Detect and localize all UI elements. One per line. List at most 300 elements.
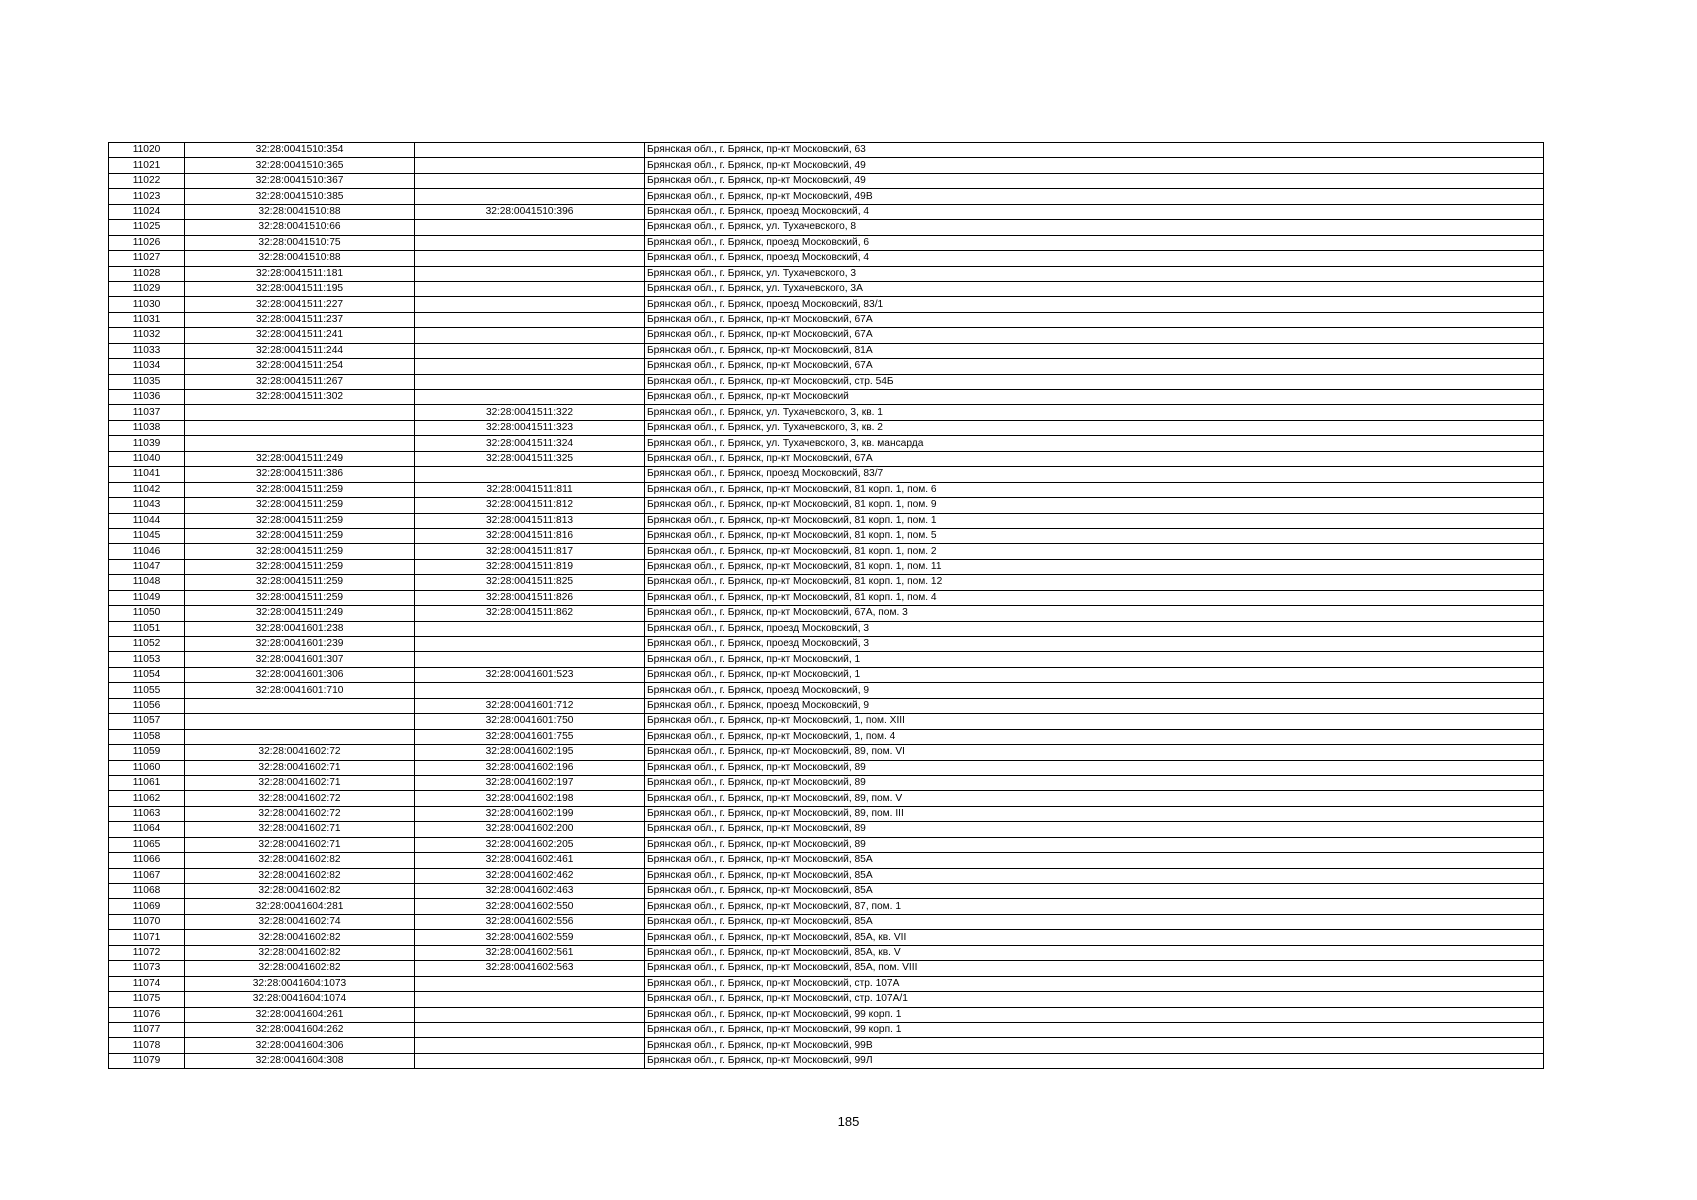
table-row [109, 822, 1544, 837]
registry-table-body [109, 143, 1544, 1069]
related-cadastral-number-cell: 32:28:0041511:322 [415, 405, 645, 420]
row-number-cell: 11050 [109, 606, 185, 621]
row-number-cell: 11066 [109, 853, 185, 868]
address-cell: Брянская обл., г. Брянск, пр-кт Московский, 87, пом. 1 [645, 899, 1544, 914]
row-number-cell: 11041 [109, 467, 185, 482]
cadastral-number-cell: 32:28:0041510:88 [185, 251, 415, 266]
row-number-cell: 11073 [109, 961, 185, 976]
table-row [109, 559, 1544, 574]
address-cell: Брянская обл., г. Брянск, пр-кт Московский, 99 корп. 1 [645, 1007, 1544, 1022]
cadastral-number-cell: 32:28:0041601:238 [185, 621, 415, 636]
address-cell: Брянская обл., г. Брянск, пр-кт Московский, 85А [645, 853, 1544, 868]
address-cell: Брянская обл., г. Брянск, пр-кт Московский, 81 корп. 1, пом. 5 [645, 528, 1544, 543]
related-cadastral-number-cell: 32:28:0041602:559 [415, 930, 645, 945]
row-number-cell: 11038 [109, 420, 185, 435]
address-cell: Брянская обл., г. Брянск, пр-кт Московский, 89 [645, 822, 1544, 837]
table-row [109, 420, 1544, 435]
related-cadastral-number-cell: 32:28:0041511:826 [415, 590, 645, 605]
address-cell: Брянская обл., г. Брянск, пр-кт Московский, стр. 107А [645, 976, 1544, 991]
table-row [109, 1007, 1544, 1022]
table-row [109, 143, 1544, 158]
address-cell: Брянская обл., г. Брянск, пр-кт Московский, 1, пом. 4 [645, 729, 1544, 744]
row-number-cell: 11077 [109, 1022, 185, 1037]
table-row [109, 158, 1544, 173]
cadastral-number-cell: 32:28:0041602:72 [185, 745, 415, 760]
related-cadastral-number-cell [415, 297, 645, 312]
address-cell: Брянская обл., г. Брянск, ул. Тухачевского, 3 [645, 266, 1544, 281]
table-row [109, 637, 1544, 652]
cadastral-number-cell [185, 436, 415, 451]
cadastral-number-cell: 32:28:0041602:82 [185, 945, 415, 960]
table-row [109, 698, 1544, 713]
cadastral-number-cell: 32:28:0041511:259 [185, 513, 415, 528]
table-row [109, 251, 1544, 266]
address-cell: Брянская обл., г. Брянск, пр-кт Московский, 1 [645, 667, 1544, 682]
address-cell: Брянская обл., г. Брянск, пр-кт Московский, 89, пом. III [645, 806, 1544, 821]
related-cadastral-number-cell: 32:28:0041511:817 [415, 544, 645, 559]
table-row [109, 775, 1544, 790]
address-cell: Брянская обл., г. Брянск, пр-кт Московский, 67А [645, 312, 1544, 327]
row-number-cell: 11075 [109, 992, 185, 1007]
related-cadastral-number-cell: 32:28:0041511:819 [415, 559, 645, 574]
related-cadastral-number-cell [415, 467, 645, 482]
row-number-cell: 11026 [109, 235, 185, 250]
address-cell: Брянская обл., г. Брянск, пр-кт Московский, 81 корп. 1, пом. 9 [645, 498, 1544, 513]
cadastral-number-cell [185, 420, 415, 435]
address-cell: Брянская обл., г. Брянск, пр-кт Московский, 89, пом. V [645, 791, 1544, 806]
cadastral-number-cell [185, 729, 415, 744]
row-number-cell: 11049 [109, 590, 185, 605]
table-row [109, 791, 1544, 806]
related-cadastral-number-cell: 32:28:0041602:197 [415, 775, 645, 790]
table-row [109, 467, 1544, 482]
address-cell: Брянская обл., г. Брянск, проезд Московский, 3 [645, 621, 1544, 636]
related-cadastral-number-cell: 32:28:0041511:811 [415, 482, 645, 497]
related-cadastral-number-cell: 32:28:0041602:463 [415, 884, 645, 899]
row-number-cell: 11078 [109, 1038, 185, 1053]
related-cadastral-number-cell [415, 976, 645, 991]
address-cell: Брянская обл., г. Брянск, пр-кт Московский, 81 корп. 1, пом. 2 [645, 544, 1544, 559]
address-cell: Брянская обл., г. Брянск, проезд Московский, 9 [645, 683, 1544, 698]
cadastral-number-cell: 32:28:0041602:82 [185, 930, 415, 945]
related-cadastral-number-cell: 32:28:0041510:396 [415, 204, 645, 219]
table-row [109, 976, 1544, 991]
related-cadastral-number-cell: 32:28:0041602:195 [415, 745, 645, 760]
cadastral-number-cell: 32:28:0041511:227 [185, 297, 415, 312]
table-row [109, 482, 1544, 497]
table-row [109, 1022, 1544, 1037]
cadastral-number-cell: 32:28:0041511:259 [185, 528, 415, 543]
related-cadastral-number-cell: 32:28:0041511:324 [415, 436, 645, 451]
row-number-cell: 11056 [109, 698, 185, 713]
address-cell: Брянская обл., г. Брянск, проезд Московский, 83/1 [645, 297, 1544, 312]
related-cadastral-number-cell: 32:28:0041511:816 [415, 528, 645, 543]
row-number-cell: 11042 [109, 482, 185, 497]
cadastral-number-cell: 32:28:0041602:82 [185, 884, 415, 899]
row-number-cell: 11020 [109, 143, 185, 158]
table-row [109, 513, 1544, 528]
address-cell: Брянская обл., г. Брянск, пр-кт Московский, 85А, кв. V [645, 945, 1544, 960]
row-number-cell: 11048 [109, 575, 185, 590]
row-number-cell: 11024 [109, 204, 185, 219]
address-cell: Брянская обл., г. Брянск, пр-кт Московский, 81 корп. 1, пом. 6 [645, 482, 1544, 497]
table-row [109, 575, 1544, 590]
row-number-cell: 11061 [109, 775, 185, 790]
cadastral-number-cell: 32:28:0041604:262 [185, 1022, 415, 1037]
address-cell: Брянская обл., г. Брянск, пр-кт Московский [645, 390, 1544, 405]
cadastral-number-cell: 32:28:0041511:259 [185, 482, 415, 497]
related-cadastral-number-cell: 32:28:0041511:323 [415, 420, 645, 435]
related-cadastral-number-cell [415, 189, 645, 204]
row-number-cell: 11033 [109, 343, 185, 358]
related-cadastral-number-cell [415, 683, 645, 698]
related-cadastral-number-cell: 32:28:0041602:200 [415, 822, 645, 837]
cadastral-number-cell: 32:28:0041602:74 [185, 914, 415, 929]
row-number-cell: 11030 [109, 297, 185, 312]
row-number-cell: 11046 [109, 544, 185, 559]
address-cell: Брянская обл., г. Брянск, пр-кт Московский, 81 корп. 1, пом. 11 [645, 559, 1544, 574]
row-number-cell: 11074 [109, 976, 185, 991]
cadastral-number-cell: 32:28:0041511:302 [185, 390, 415, 405]
address-cell: Брянская обл., г. Брянск, пр-кт Московский, стр. 54Б [645, 374, 1544, 389]
registry-table [108, 142, 1544, 1069]
cadastral-number-cell [185, 405, 415, 420]
address-cell: Брянская обл., г. Брянск, пр-кт Московский, 81 корп. 1, пом. 4 [645, 590, 1544, 605]
row-number-cell: 11062 [109, 791, 185, 806]
row-number-cell: 11064 [109, 822, 185, 837]
table-row [109, 992, 1544, 1007]
address-cell: Брянская обл., г. Брянск, пр-кт Московский, 89 [645, 837, 1544, 852]
address-cell: Брянская обл., г. Брянск, ул. Тухачевского, 3, кв. 1 [645, 405, 1544, 420]
cadastral-number-cell: 32:28:0041511:259 [185, 575, 415, 590]
table-row [109, 961, 1544, 976]
cadastral-number-cell: 32:28:0041602:82 [185, 961, 415, 976]
related-cadastral-number-cell: 32:28:0041601:755 [415, 729, 645, 744]
related-cadastral-number-cell: 32:28:0041511:862 [415, 606, 645, 621]
related-cadastral-number-cell [415, 652, 645, 667]
related-cadastral-number-cell [415, 359, 645, 374]
cadastral-number-cell: 32:28:0041511:259 [185, 498, 415, 513]
row-number-cell: 11022 [109, 173, 185, 188]
cadastral-number-cell: 32:28:0041510:367 [185, 173, 415, 188]
table-row [109, 405, 1544, 420]
table-row [109, 359, 1544, 374]
address-cell: Брянская обл., г. Брянск, ул. Тухачевского, 8 [645, 220, 1544, 235]
cadastral-number-cell: 32:28:0041511:195 [185, 281, 415, 296]
table-row [109, 806, 1544, 821]
cadastral-number-cell: 32:28:0041511:237 [185, 312, 415, 327]
cadastral-number-cell: 32:28:0041510:75 [185, 235, 415, 250]
related-cadastral-number-cell: 32:28:0041601:712 [415, 698, 645, 713]
address-cell: Брянская обл., г. Брянск, пр-кт Московский, 99 корп. 1 [645, 1022, 1544, 1037]
related-cadastral-number-cell [415, 328, 645, 343]
row-number-cell: 11058 [109, 729, 185, 744]
row-number-cell: 11035 [109, 374, 185, 389]
related-cadastral-number-cell [415, 235, 645, 250]
page-number: 185 [837, 1114, 860, 1129]
related-cadastral-number-cell [415, 637, 645, 652]
cadastral-number-cell: 32:28:0041511:386 [185, 467, 415, 482]
row-number-cell: 11043 [109, 498, 185, 513]
address-cell: Брянская обл., г. Брянск, ул. Тухачевского, 3, кв. мансарда [645, 436, 1544, 451]
table-row [109, 837, 1544, 852]
address-cell: Брянская обл., г. Брянск, пр-кт Московский, 49В [645, 189, 1544, 204]
table-row [109, 945, 1544, 960]
related-cadastral-number-cell [415, 251, 645, 266]
row-number-cell: 11053 [109, 652, 185, 667]
cadastral-number-cell: 32:28:0041602:71 [185, 822, 415, 837]
table-row [109, 266, 1544, 281]
cadastral-number-cell: 32:28:0041511:259 [185, 559, 415, 574]
row-number-cell: 11031 [109, 312, 185, 327]
row-number-cell: 11028 [109, 266, 185, 281]
table-row [109, 544, 1544, 559]
row-number-cell: 11027 [109, 251, 185, 266]
related-cadastral-number-cell: 32:28:0041602:198 [415, 791, 645, 806]
row-number-cell: 11055 [109, 683, 185, 698]
table-row [109, 297, 1544, 312]
row-number-cell: 11023 [109, 189, 185, 204]
table-row [109, 868, 1544, 883]
cadastral-number-cell: 32:28:0041511:267 [185, 374, 415, 389]
related-cadastral-number-cell: 32:28:0041602:561 [415, 945, 645, 960]
related-cadastral-number-cell: 32:28:0041602:199 [415, 806, 645, 821]
address-cell: Брянская обл., г. Брянск, ул. Тухачевского, 3А [645, 281, 1544, 296]
cadastral-number-cell: 32:28:0041510:365 [185, 158, 415, 173]
address-cell: Брянская обл., г. Брянск, пр-кт Московский, 85А [645, 914, 1544, 929]
address-cell: Брянская обл., г. Брянск, пр-кт Московский, 85А, кв. VII [645, 930, 1544, 945]
related-cadastral-number-cell [415, 374, 645, 389]
related-cadastral-number-cell [415, 173, 645, 188]
cadastral-number-cell: 32:28:0041604:261 [185, 1007, 415, 1022]
table-row [109, 745, 1544, 760]
table-row [109, 621, 1544, 636]
cadastral-number-cell [185, 698, 415, 713]
related-cadastral-number-cell: 32:28:0041601:523 [415, 667, 645, 682]
address-cell: Брянская обл., г. Брянск, пр-кт Московский, 99В [645, 1038, 1544, 1053]
table-row [109, 667, 1544, 682]
table-row [109, 760, 1544, 775]
row-number-cell: 11060 [109, 760, 185, 775]
row-number-cell: 11036 [109, 390, 185, 405]
row-number-cell: 11021 [109, 158, 185, 173]
related-cadastral-number-cell [415, 158, 645, 173]
related-cadastral-number-cell [415, 1022, 645, 1037]
address-cell: Брянская обл., г. Брянск, пр-кт Московский, 67А [645, 328, 1544, 343]
related-cadastral-number-cell: 32:28:0041602:196 [415, 760, 645, 775]
cadastral-number-cell: 32:28:0041510:66 [185, 220, 415, 235]
address-cell: Брянская обл., г. Брянск, пр-кт Московский, 63 [645, 143, 1544, 158]
address-cell: Брянская обл., г. Брянск, пр-кт Московский, 67А [645, 451, 1544, 466]
related-cadastral-number-cell [415, 343, 645, 358]
related-cadastral-number-cell [415, 281, 645, 296]
row-number-cell: 11044 [109, 513, 185, 528]
cadastral-number-cell: 32:28:0041601:306 [185, 667, 415, 682]
table-row [109, 390, 1544, 405]
address-cell: Брянская обл., г. Брянск, пр-кт Московский, 89, пом. VI [645, 745, 1544, 760]
related-cadastral-number-cell: 32:28:0041602:563 [415, 961, 645, 976]
address-cell: Брянская обл., г. Брянск, пр-кт Московский, стр. 107А/1 [645, 992, 1544, 1007]
address-cell: Брянская обл., г. Брянск, пр-кт Московский, 67А, пом. 3 [645, 606, 1544, 621]
address-cell: Брянская обл., г. Брянск, ул. Тухачевского, 3, кв. 2 [645, 420, 1544, 435]
address-cell: Брянская обл., г. Брянск, пр-кт Московский, 67А [645, 359, 1544, 374]
cadastral-number-cell: 32:28:0041604:281 [185, 899, 415, 914]
table-row [109, 235, 1544, 250]
cadastral-number-cell: 32:28:0041601:307 [185, 652, 415, 667]
row-number-cell: 11032 [109, 328, 185, 343]
related-cadastral-number-cell: 32:28:0041601:750 [415, 714, 645, 729]
row-number-cell: 11039 [109, 436, 185, 451]
row-number-cell: 11025 [109, 220, 185, 235]
related-cadastral-number-cell [415, 220, 645, 235]
related-cadastral-number-cell [415, 992, 645, 1007]
address-cell: Брянская обл., г. Брянск, пр-кт Московский, 85А [645, 868, 1544, 883]
address-cell: Брянская обл., г. Брянск, проезд Московский, 3 [645, 637, 1544, 652]
table-row [109, 1038, 1544, 1053]
row-number-cell: 11070 [109, 914, 185, 929]
related-cadastral-number-cell [415, 312, 645, 327]
cadastral-number-cell: 32:28:0041602:71 [185, 837, 415, 852]
row-number-cell: 11063 [109, 806, 185, 821]
row-number-cell: 11068 [109, 884, 185, 899]
related-cadastral-number-cell: 32:28:0041602:550 [415, 899, 645, 914]
cadastral-number-cell: 32:28:0041602:71 [185, 760, 415, 775]
related-cadastral-number-cell: 32:28:0041602:556 [415, 914, 645, 929]
cadastral-number-cell: 32:28:0041602:71 [185, 775, 415, 790]
address-cell: Брянская обл., г. Брянск, проезд Московский, 4 [645, 204, 1544, 219]
related-cadastral-number-cell [415, 390, 645, 405]
related-cadastral-number-cell [415, 266, 645, 281]
cadastral-number-cell: 32:28:0041604:306 [185, 1038, 415, 1053]
table-row [109, 204, 1544, 219]
cadastral-number-cell: 32:28:0041604:1074 [185, 992, 415, 1007]
table-row [109, 528, 1544, 543]
row-number-cell: 11040 [109, 451, 185, 466]
address-cell: Брянская обл., г. Брянск, пр-кт Московский, 49 [645, 158, 1544, 173]
cadastral-number-cell: 32:28:0041604:1073 [185, 976, 415, 991]
row-number-cell: 11076 [109, 1007, 185, 1022]
cadastral-number-cell: 32:28:0041511:259 [185, 544, 415, 559]
related-cadastral-number-cell: 32:28:0041511:325 [415, 451, 645, 466]
related-cadastral-number-cell [415, 1007, 645, 1022]
table-row [109, 312, 1544, 327]
table-row [109, 173, 1544, 188]
row-number-cell: 11034 [109, 359, 185, 374]
address-cell: Брянская обл., г. Брянск, пр-кт Московский, 49 [645, 173, 1544, 188]
address-cell: Брянская обл., г. Брянск, пр-кт Московский, 81 корп. 1, пом. 1 [645, 513, 1544, 528]
related-cadastral-number-cell [415, 1053, 645, 1068]
table-row [109, 606, 1544, 621]
cadastral-number-cell: 32:28:0041511:244 [185, 343, 415, 358]
cadastral-number-cell: 32:28:0041510:385 [185, 189, 415, 204]
table-row [109, 328, 1544, 343]
row-number-cell: 11065 [109, 837, 185, 852]
table-row [109, 436, 1544, 451]
address-cell: Брянская обл., г. Брянск, пр-кт Московский, 1 [645, 652, 1544, 667]
cadastral-number-cell: 32:28:0041510:88 [185, 204, 415, 219]
row-number-cell: 11069 [109, 899, 185, 914]
table-row [109, 281, 1544, 296]
cadastral-number-cell: 32:28:0041602:82 [185, 853, 415, 868]
cadastral-number-cell: 32:28:0041601:710 [185, 683, 415, 698]
cadastral-number-cell: 32:28:0041601:239 [185, 637, 415, 652]
related-cadastral-number-cell: 32:28:0041511:813 [415, 513, 645, 528]
table-row [109, 374, 1544, 389]
address-cell: Брянская обл., г. Брянск, проезд Московский, 6 [645, 235, 1544, 250]
address-cell: Брянская обл., г. Брянск, пр-кт Московский, 85А [645, 884, 1544, 899]
cadastral-number-cell: 32:28:0041511:254 [185, 359, 415, 374]
related-cadastral-number-cell: 32:28:0041511:812 [415, 498, 645, 513]
row-number-cell: 11037 [109, 405, 185, 420]
cadastral-number-cell: 32:28:0041511:241 [185, 328, 415, 343]
row-number-cell: 11059 [109, 745, 185, 760]
related-cadastral-number-cell: 32:28:0041602:461 [415, 853, 645, 868]
cadastral-number-cell: 32:28:0041511:259 [185, 590, 415, 605]
row-number-cell: 11047 [109, 559, 185, 574]
address-cell: Брянская обл., г. Брянск, пр-кт Московский, 81 корп. 1, пом. 12 [645, 575, 1544, 590]
address-cell: Брянская обл., г. Брянск, проезд Московский, 9 [645, 698, 1544, 713]
table-row [109, 853, 1544, 868]
related-cadastral-number-cell [415, 143, 645, 158]
address-cell: Брянская обл., г. Брянск, пр-кт Московский, 89 [645, 775, 1544, 790]
address-cell: Брянская обл., г. Брянск, проезд Московский, 83/7 [645, 467, 1544, 482]
cadastral-number-cell: 32:28:0041602:72 [185, 806, 415, 821]
table-row [109, 1053, 1544, 1068]
table-row [109, 451, 1544, 466]
table-row [109, 899, 1544, 914]
cadastral-number-cell: 32:28:0041511:181 [185, 266, 415, 281]
table-row [109, 914, 1544, 929]
row-number-cell: 11071 [109, 930, 185, 945]
table-row [109, 714, 1544, 729]
related-cadastral-number-cell [415, 1038, 645, 1053]
table-row [109, 189, 1544, 204]
cadastral-number-cell: 32:28:0041602:82 [185, 868, 415, 883]
address-cell: Брянская обл., г. Брянск, проезд Московский, 4 [645, 251, 1544, 266]
address-cell: Брянская обл., г. Брянск, пр-кт Московский, 1, пом. XIII [645, 714, 1544, 729]
table-row [109, 729, 1544, 744]
cadastral-number-cell: 32:28:0041511:249 [185, 451, 415, 466]
table-row [109, 884, 1544, 899]
row-number-cell: 11029 [109, 281, 185, 296]
address-cell: Брянская обл., г. Брянск, пр-кт Московский, 81А [645, 343, 1544, 358]
row-number-cell: 11057 [109, 714, 185, 729]
row-number-cell: 11072 [109, 945, 185, 960]
table-row [109, 590, 1544, 605]
table-row [109, 930, 1544, 945]
cadastral-number-cell: 32:28:0041511:249 [185, 606, 415, 621]
cadastral-number-cell: 32:28:0041604:308 [185, 1053, 415, 1068]
cadastral-number-cell: 32:28:0041602:72 [185, 791, 415, 806]
row-number-cell: 11079 [109, 1053, 185, 1068]
table-row [109, 652, 1544, 667]
related-cadastral-number-cell: 32:28:0041602:205 [415, 837, 645, 852]
related-cadastral-number-cell: 32:28:0041602:462 [415, 868, 645, 883]
address-cell: Брянская обл., г. Брянск, пр-кт Московский, 85А, пом. VIII [645, 961, 1544, 976]
related-cadastral-number-cell [415, 621, 645, 636]
row-number-cell: 11045 [109, 528, 185, 543]
row-number-cell: 11052 [109, 637, 185, 652]
address-cell: Брянская обл., г. Брянск, пр-кт Московский, 89 [645, 760, 1544, 775]
row-number-cell: 11054 [109, 667, 185, 682]
related-cadastral-number-cell: 32:28:0041511:825 [415, 575, 645, 590]
row-number-cell: 11067 [109, 868, 185, 883]
address-cell: Брянская обл., г. Брянск, пр-кт Московский, 99Л [645, 1053, 1544, 1068]
table-row [109, 683, 1544, 698]
cadastral-number-cell: 32:28:0041510:354 [185, 143, 415, 158]
table-row [109, 220, 1544, 235]
table-row [109, 343, 1544, 358]
